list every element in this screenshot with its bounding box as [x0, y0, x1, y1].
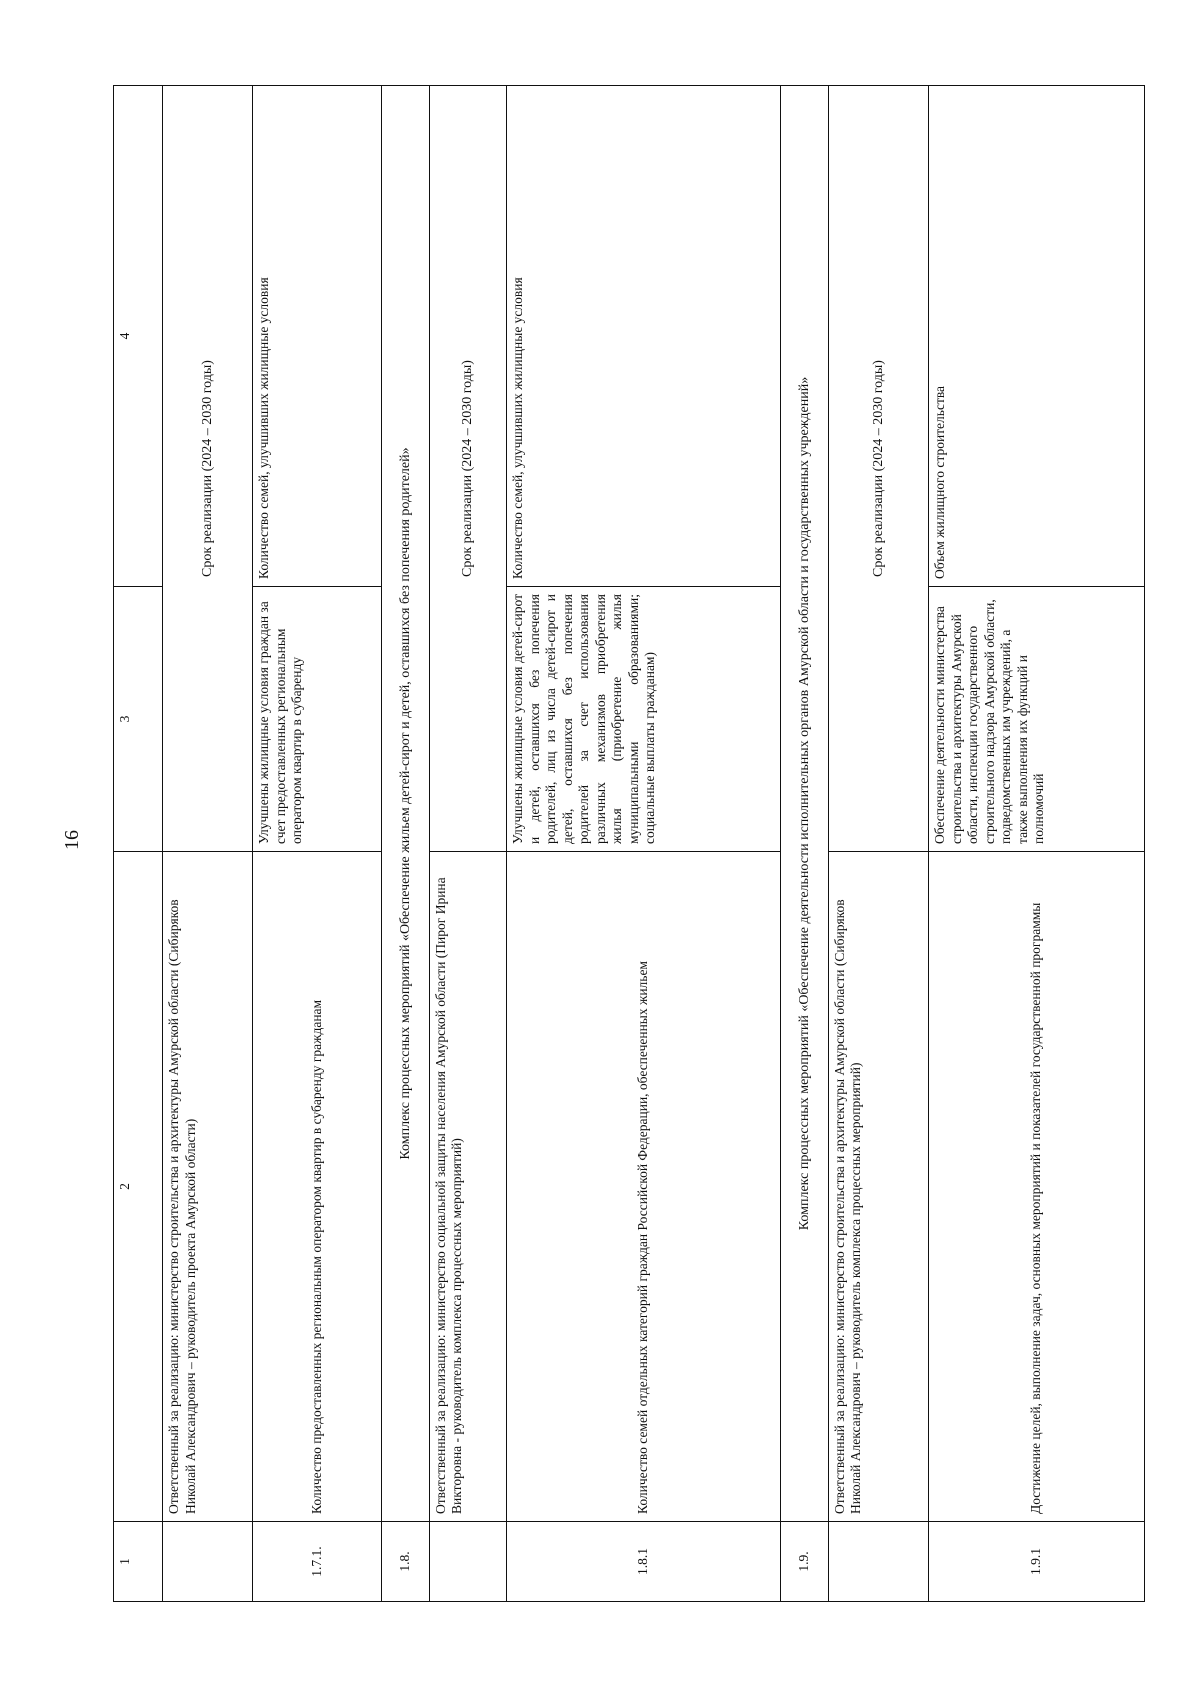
header-row — [114, 86, 163, 1602]
term-cell: Срок реализации (2024 – 2030 годы) — [163, 86, 253, 852]
table-row — [781, 86, 829, 1602]
table-row — [929, 86, 1145, 1602]
indicator-cell: Количество семей отдельных категорий граждан Российской Федерации, обеспеченных жильем — [507, 852, 781, 1522]
section-title: Комплекс процессных мероприятий «Обеспечение жильем детей-сирот и детей, оставшихся без попечения родителей» — [382, 86, 430, 1522]
effect-cell: Объем жилищного строительства — [929, 86, 1145, 587]
responsible-cell: Ответственный за реализацию: министерство строительства и архитектуры Амурской области (Сибиряков Николай Александрович – руководитель проекта Амурской области) — [163, 852, 253, 1522]
effect-cell: Количество семей, улучшивших жилищные условия — [507, 86, 781, 587]
section-title: Комплекс процессных мероприятий «Обеспечение деятельности исполнительных органов Амурской области и государственных учреждений» — [781, 86, 829, 1522]
table-row — [163, 86, 253, 1602]
row-num-empty — [828, 1522, 929, 1602]
responsible-cell: Ответственный за реализацию: министерство строительства и архитектуры Амурской области (Сибиряков Николай Александрович – руководитель комплекса процессных мероприятий) — [828, 852, 929, 1522]
result-cell: Улучшены жилищные условия детей-сирот и детей, оставшихся без попечения родителей, лиц из числа детей-сирот и детей, оставшихся без попечения родителей за счет использования различных механизмов приобретения жилья (приобретение жилья муниципальными образованиями; социальные выплаты гражданам) — [507, 587, 781, 852]
row-number: 1.8. — [382, 1522, 430, 1602]
term-cell: Срок реализации (2024 – 2030 годы) — [828, 86, 929, 852]
term-cell: Срок реализации (2024 – 2030 годы) — [429, 86, 507, 852]
table-row — [507, 86, 781, 1602]
table-row — [253, 86, 382, 1602]
row-num-empty — [429, 1522, 507, 1602]
indicator-cell: Количество предоставленных региональным оператором квартир в субаренду гражданам — [253, 852, 382, 1522]
row-number: 1.7.1. — [253, 1522, 382, 1602]
row-number: 1.8.1 — [507, 1522, 781, 1602]
header-col-3: 3 — [114, 587, 163, 852]
result-cell: Улучшены жилищные условия граждан за счет предоставленных региональным оператором квартир в субаренду — [253, 587, 382, 852]
table-row — [828, 86, 929, 1602]
program-table — [113, 85, 1145, 1602]
row-number: 1.9.1 — [929, 1522, 1145, 1602]
header-col-1: 1 — [114, 1522, 163, 1602]
table-row — [429, 86, 507, 1602]
row-num-empty — [163, 1522, 253, 1602]
header-col-2: 2 — [114, 852, 163, 1522]
effect-cell: Количество семей, улучшивших жилищные условия — [253, 86, 382, 587]
indicator-cell: Достижение целей, выполнение задач, основных мероприятий и показателей государственной программы — [929, 852, 1145, 1522]
header-col-4: 4 — [114, 86, 163, 587]
result-cell: Обеспечение деятельности министерства строительства и архитектуры Амурской области, инспекции государственного строительного надзора Амурской области, подведомственных им учреждений, а также выполнения их функций и полномочий — [929, 587, 1145, 852]
table-row — [382, 86, 430, 1602]
responsible-cell: Ответственный за реализацию: министерство социальной защиты населения Амурской области (Пирог Ирина Викторовна - руководитель комплекса процессных мероприятий) — [429, 852, 507, 1522]
page-number: 16 — [61, 830, 83, 850]
rotated-table-frame — [113, 86, 1145, 1602]
row-number: 1.9. — [781, 1522, 829, 1602]
